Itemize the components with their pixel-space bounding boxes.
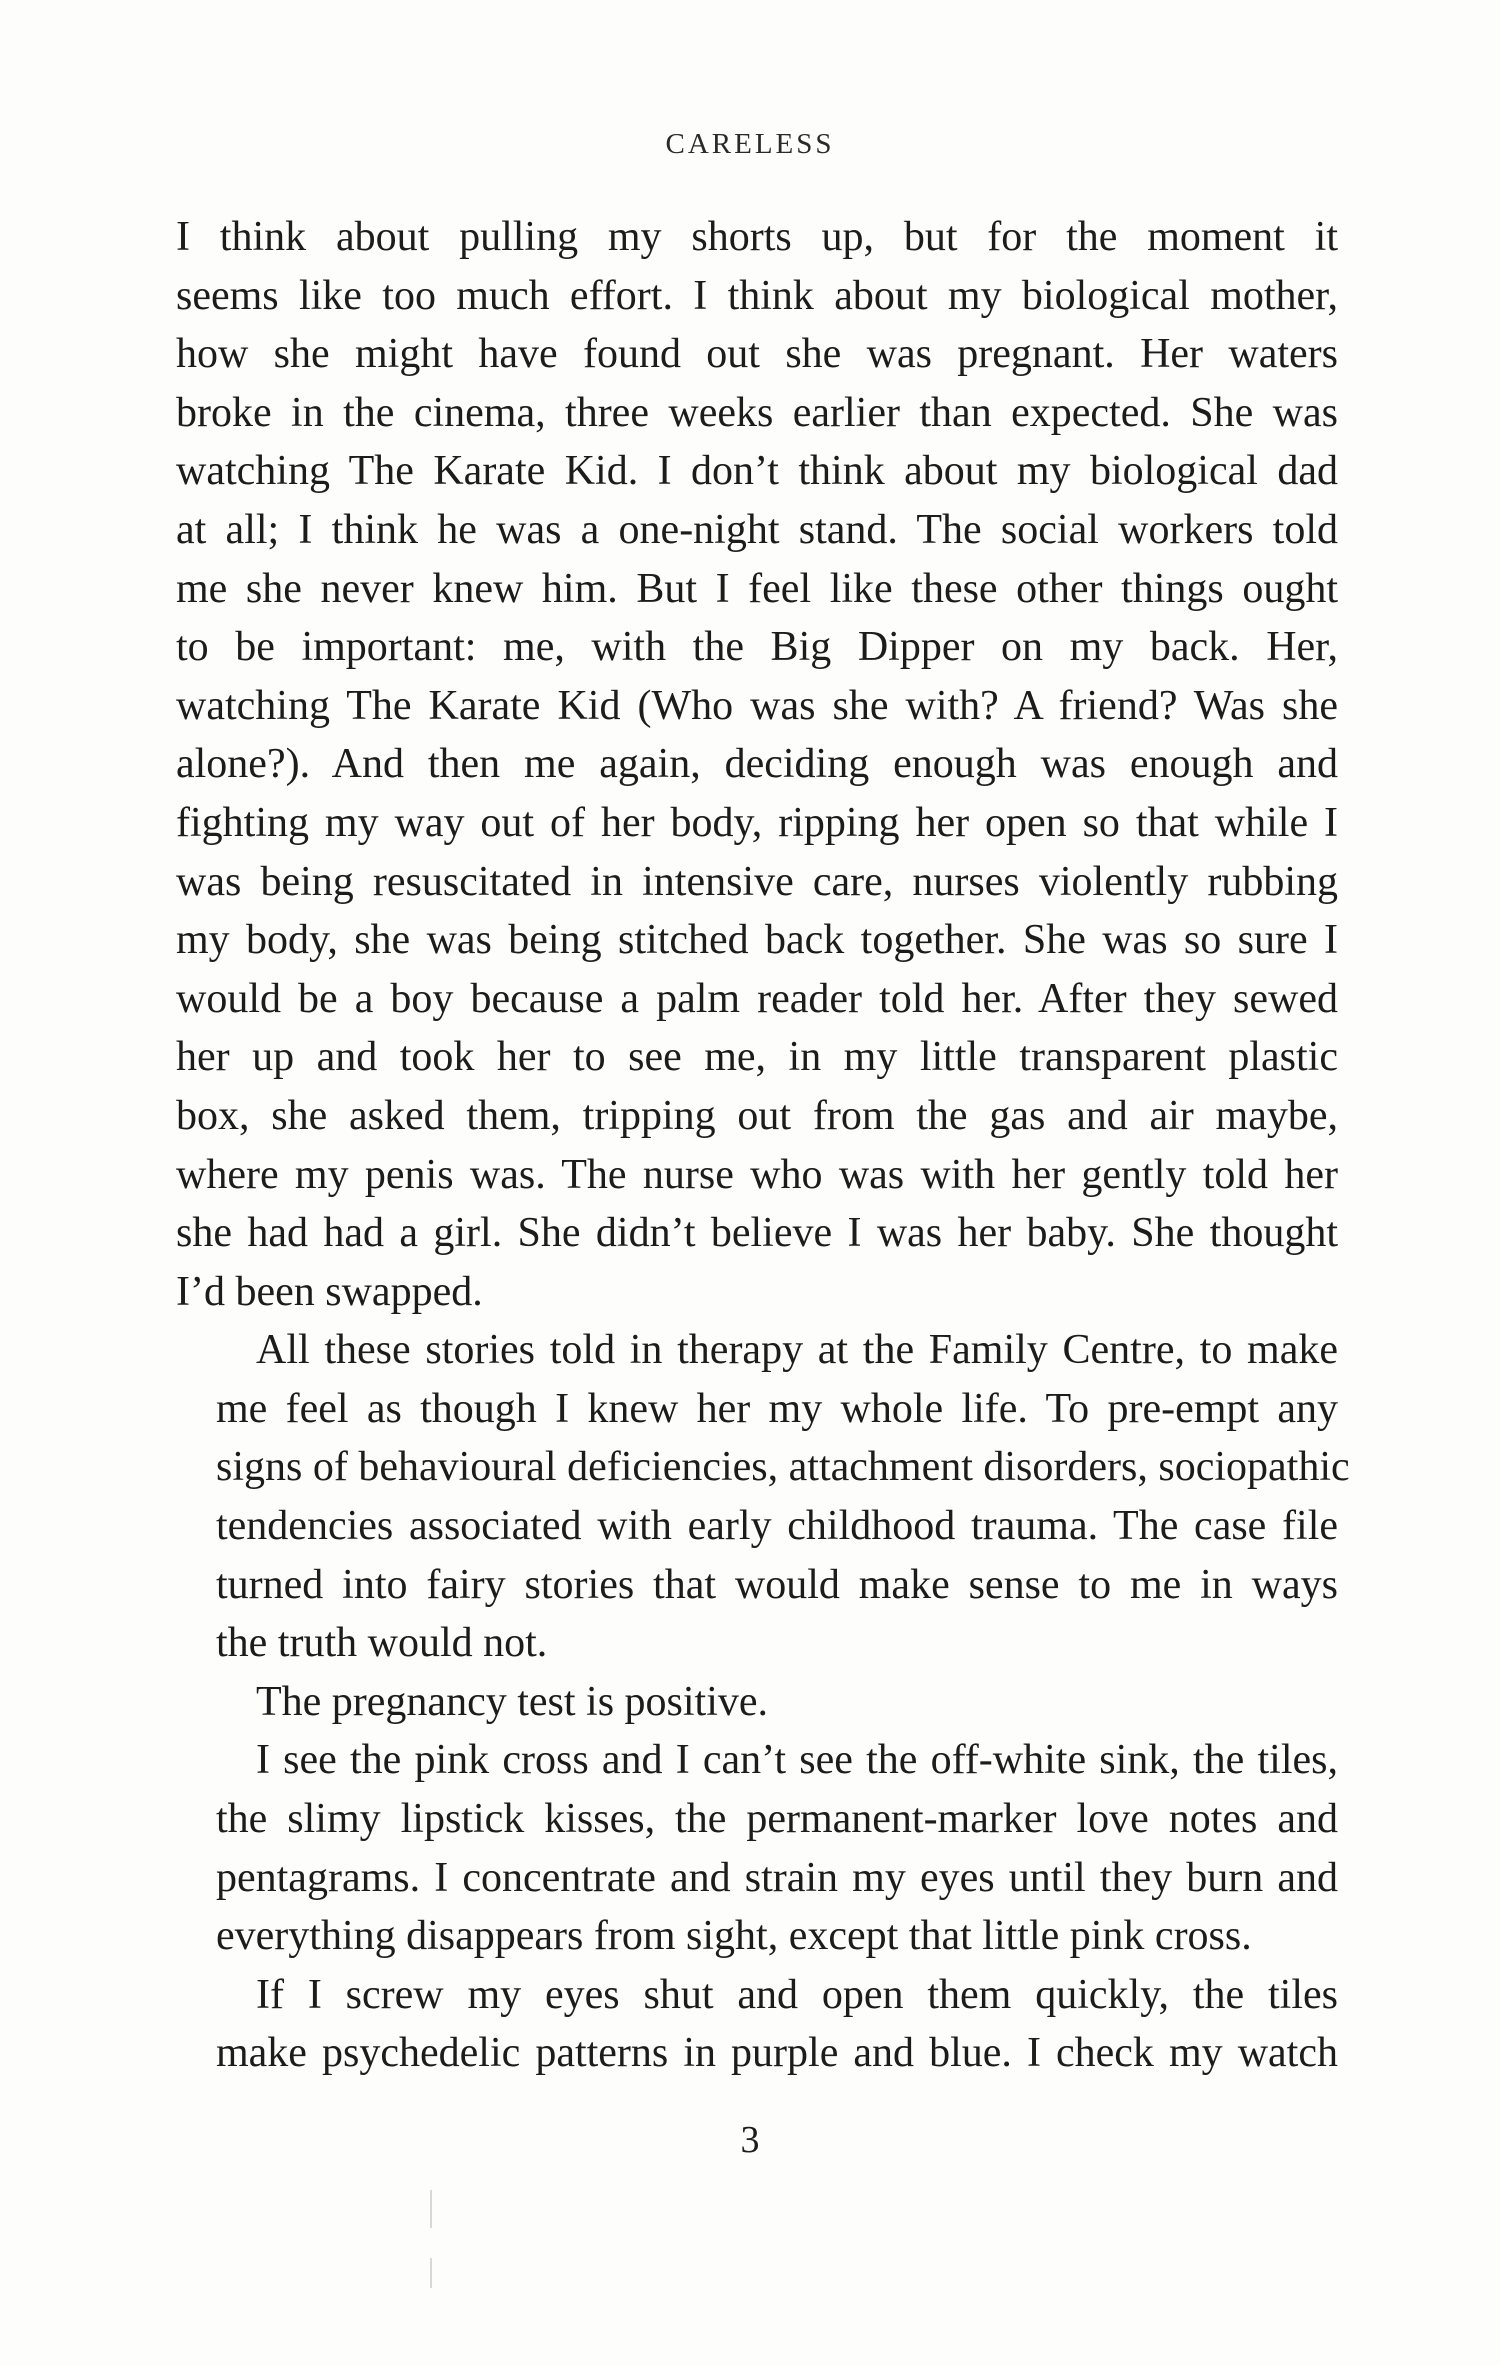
paragraph-1 [176,208,1338,1321]
text-line: I think about pulling my shorts up, but for the moment it [176,214,1338,260]
text-line: she had had a girl. She didn’t believe I was her baby. She thought [176,1210,1338,1257]
text-line: where my penis was. The nurse who was with her gently told her [176,1151,1338,1198]
text-line: her up and took her to see me, in my little transparent plastic [176,1034,1338,1081]
text-line: fighting my way out of her body, ripping her open so that while I [176,799,1338,846]
text-line: turned into fairy stories that would make sense to me in ways [216,1561,1338,1608]
text-line: The pregnancy test is positive. [256,1678,769,1725]
text-line: I see the pink cross and I can’t see the off-white sink, the tiles, [256,1737,1338,1784]
text-line: was being resuscitated in intensive care, nurses violently rubbing [176,858,1338,905]
paragraph-3 [176,1673,1338,1732]
text-line: box, she asked them, tripping out from the gas and air maybe, [176,1092,1338,1139]
text-line: tendencies associated with early childhood trauma. The case file [216,1503,1338,1550]
text-line: me she never knew him. But I feel like these other things ought [176,565,1338,612]
text-line: alone?). And then me again, deciding enough was enough and [176,741,1338,788]
text-line: make psychedelic patterns in purple and blue. I check my watch [216,2030,1338,2077]
text-line: at all; I think he was a one-night stand. The social workers told [176,506,1338,553]
scan-mark [430,2258,432,2288]
text-line: me feel as though I knew her my whole life. To pre-empt any [216,1385,1338,1432]
text-line: All these stories told in therapy at the Family Centre, to make [256,1327,1338,1374]
text-line: would be a boy because a palm reader told her. After they sewed [176,975,1338,1022]
paragraph-2 [176,1321,1350,1673]
text-line: everything disappears from sight, except that little pink cross. [216,1913,1252,1960]
page-number: 3 [740,2119,760,2161]
paragraph-4 [176,1731,1338,1965]
running-head: CARELESS [665,128,835,160]
text-line: my body, she was being stitched back together. She was so sure I [176,917,1338,964]
text-line: watching The Karate Kid (Who was she with? A friend? Was she [176,682,1338,729]
scan-mark [430,2190,432,2228]
paragraph-5 [176,1966,1338,2083]
text-line: watching The Karate Kid. I don’t think about my biological dad [176,448,1338,495]
text-line: the truth would not. [216,1620,548,1667]
text-line: pentagrams. I concentrate and strain my eyes until they burn and [216,1854,1338,1901]
text-line: seems like too much effort. I think about my biological mother, [176,272,1338,319]
text-line: to be important: me, with the Big Dipper on my back. Her, [176,624,1338,671]
text-line: how she might have found out she was pregnant. Her waters [176,331,1338,378]
text-line: I’d been swapped. [176,1268,483,1315]
text-line: If I screw my eyes shut and open them quickly, the tiles [256,1971,1338,2018]
body-text [176,208,1350,2083]
text-line: signs of behavioural deficiencies, attachment disorders, sociopathic [216,1444,1350,1491]
text-line: the slimy lipstick kisses, the permanent-marker love notes and [216,1796,1338,1843]
text-line: broke in the cinema, three weeks earlier than expected. She was [176,389,1338,436]
